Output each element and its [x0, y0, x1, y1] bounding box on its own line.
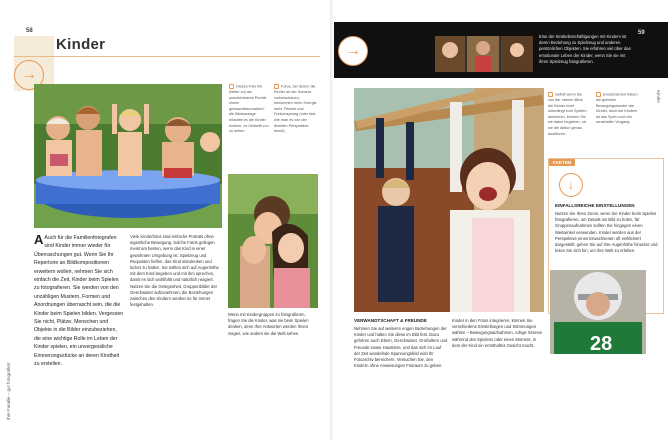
tip-left-2: Fotos, bei denen die Kinder an der Kamera vorbeischauen, bekommen mehr Energie mehr Frische und Funkensprung (oder fast, wie man es von der direkten Perspektive kennt). — [274, 84, 317, 134]
arrow-down-icon: ↓ — [559, 173, 583, 197]
side-label: Kinder — [656, 90, 661, 104]
tip-icon — [274, 84, 279, 89]
drop-cap: A — [34, 234, 44, 247]
title-rule — [14, 56, 320, 57]
tip-left-1: Dieses Foto fiel (lieber zu) als unscheinbares Porträt einem gewaschtraumatisch: die Bildaussage erlaubte es die Kinder einfach, es Gefaellt von zu sehen. — [229, 84, 269, 134]
arrow-right-icon: → — [14, 60, 44, 90]
left-page-number: 58 — [26, 28, 33, 34]
tip-right-1: Selbst wenn Sie von der oberen Blick die Kinder nicht unbedingt zum Spielen animieren, können Sie sie dabei begleiten, ob sie die Aktion genau ausführen. — [548, 92, 587, 136]
section-text: Nehmen Sie auf weiteren engen Beziehungen der Kinder und halten Sie diese im Bild fest. Dazu gehören auch Eltern, Geschwister, Großeltern und Freunde sowie Haustiere, und das sich im Lauf der Zeit wandelnde Spannungsfeld wird Ihr Fotoarchiv bereichern. Versuchen Sie, den Kindern ohne Anweisungen Freiraum zu geben. — [354, 326, 448, 369]
right-page-number: 59 — [638, 30, 645, 36]
fakten-label: FAKTEN — [549, 159, 575, 166]
photo-kids-in-pool — [34, 84, 222, 228]
intro-text: A Auch für die Familienfotografen sind Kinder immer wieder für Überraschungen gut. Wenn Sie Ihr Repertoire an Bildkompositionen erweitern wollen, nehmen Sie sich einfach die Zeit, Kinder beim Spielen zu fotografieren. Sie werden von den unzähligen Mustern, Formen und Anordnungen überrascht sein, die die Kinder beim Spielen bilden. Vergessen Sie nicht, Plätze, Menschen und Objekte in die Bilder einzubeziehen, die eine wichtige Rolle im Leben der Kinder spielen, ein unvergessliche Erinnerungsstücke an deren Kindheit zu erstellen. — [34, 234, 124, 368]
fakten-text: Nutzen Sie Ihren Zoom, wenn Sie Kinder beim Spielen fotografieren, um Details ins Bild zu holen, für Gruppenaufnahmen sollten Sie hingegen einen Weitwinkel verwenden. Kinder werden aus der Perspektive eines Erwachsenen oft verkleinert dargestellt; gehen Sie auf ihre Augenhöhe hinunter und knien Sie sich hin, um ihre Welt zu erleben. — [555, 211, 658, 254]
arrow-right-icon: → — [338, 36, 368, 66]
side-footer: Ihre Familie – gut fotografiert — [6, 362, 11, 420]
fakten-heading: EINFALLSREICHE EINSTELLUNGEN — [555, 203, 635, 208]
header-intro-text: Eine der Kinderbeschäftigungen mit Kindern ist deren Beziehung zu Spielzeug und anderen persönlichen Objekten. Sie erfahren viel über das emotionale Leben der Kinder, wenn Sie sie mit ihren Spielzeug fotografieren. — [539, 34, 631, 64]
body-text-right-column-2: Kinder in den Fotos integrieren, können Sie verschiedene Einstellungen und Stimmungen wählen – Bewegungsaufnahmen, ruhige Szenen während des Spielens oder einen Moment, in dem der Kind ein ernsthaftes Gesicht macht. — [452, 318, 543, 348]
header-thumbnail-strip — [435, 36, 533, 72]
tip-icon — [548, 92, 553, 97]
photo-children-climbing — [354, 88, 544, 312]
tip-icon — [596, 92, 601, 97]
page-title: Kinder — [56, 36, 106, 53]
tip-right-2: Erwachsenen haben die gleichen Bewegungsmuster wie Kinder, doch bei Kindern ist das Spiel noch ein ernsthafter Vorgang. — [596, 92, 638, 125]
right-page — [334, 0, 668, 440]
section-heading: VERWANDTSCHAFT & FREUNDE — [354, 318, 427, 323]
svg-text:28: 28 — [590, 333, 613, 354]
tip-icon — [229, 84, 234, 89]
photo-caption: Wenn mit Kindergruppen zu fotografieren, fragen Sie die Kinder, was sie beim Spielen denken, denn Ihre Antworten werden Ihnen zeigen, wie anders sie die Welt sehen. — [228, 312, 309, 336]
photo-boy-and-girl — [228, 174, 318, 308]
photo-football-player — [550, 270, 646, 354]
body-text-column-2: Viele Kinderfotos sind einfache Porträts ohne eigentliche Bewegung. Solche Fotos gelingen meist am besten, wenn das Kind in einer gewohnten Umgebung ist. Spielzeug und Requisiten helfen, das Kind abzulenken und locker zu halten. Sie sollten sich auf Augenhöhe mit dem Kind begeben und mit ihm sprechen, damit es sich wohlfühlt und natürlich reagiert. Nutzen Sie die Gelegenheit, Gruppenbilder der Geschwister aufzunehmen; die Beziehungen zwischen den Kindern werden so für immer festgehalten. — [130, 234, 219, 308]
